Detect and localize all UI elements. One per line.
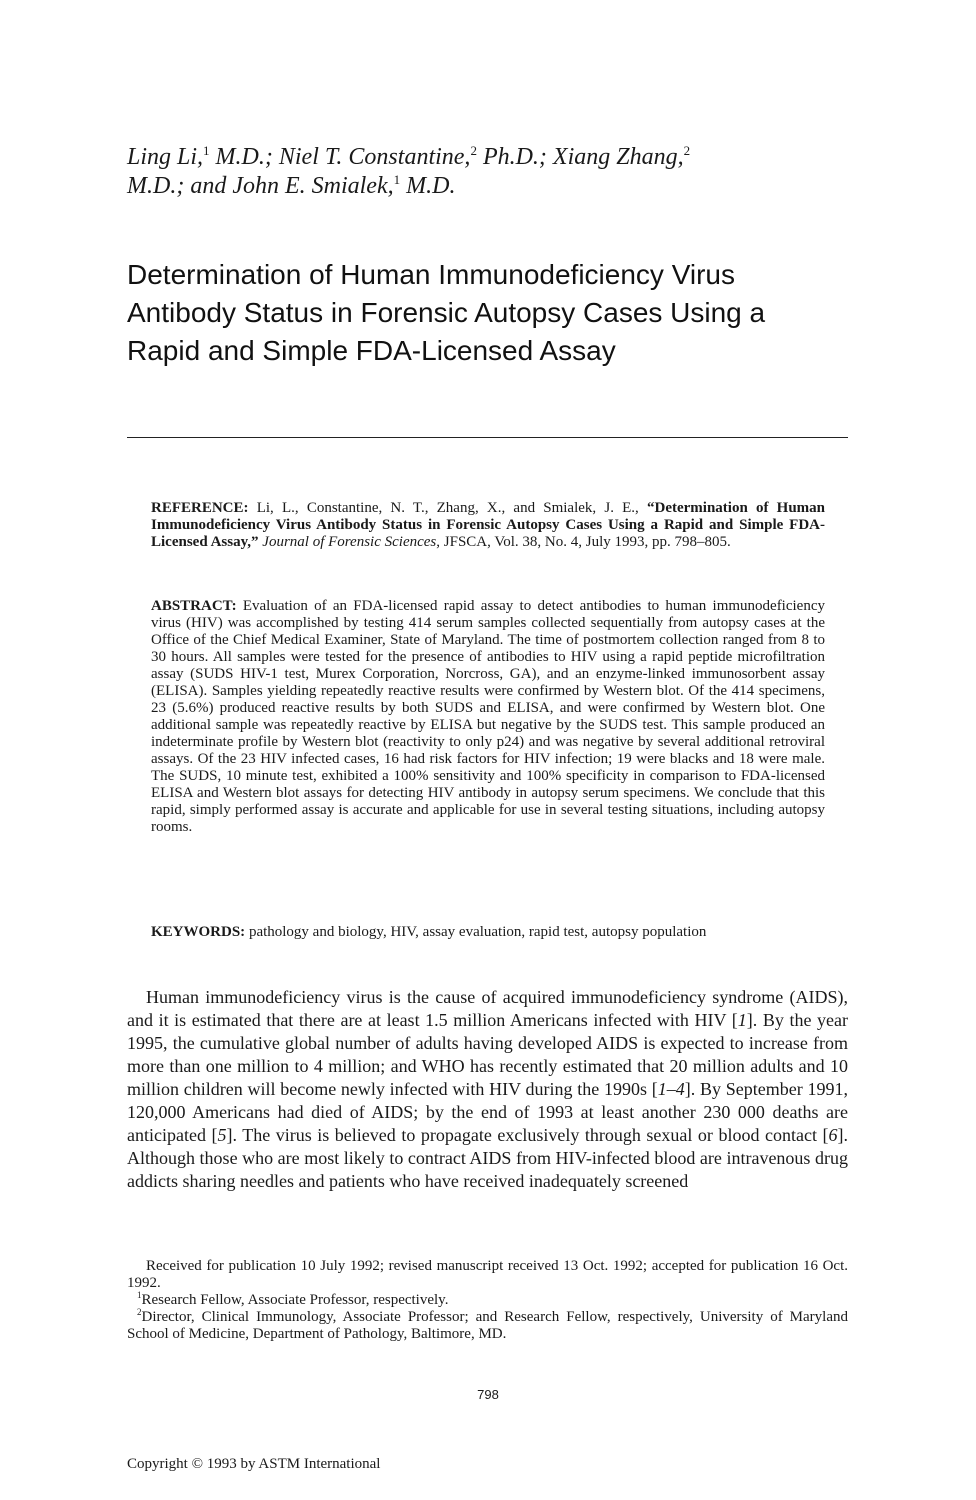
footnote-marker: 2 (137, 1307, 142, 1317)
body-text-segment: . The virus is believed to propagate exclusively through sexual or blood contact (232, 1125, 823, 1145)
citation-ref: 6 (828, 1125, 838, 1145)
footnote-marker: 1 (137, 1290, 142, 1300)
keywords-label: KEYWORDS: (151, 924, 246, 940)
footnote-received: Received for publication 10 July 1992; revised manuscript received 13 Oct. 1992; accepted for publication 16 Oct. 1992. (127, 1258, 848, 1291)
affiliation-marker: 1 (393, 172, 401, 187)
citation-ref: 5 (217, 1125, 227, 1145)
body-text-segment: . By September 1991, 120,000 Americans had died of AIDS; by the end of 1993 at least another 230 000 deaths are anticipated (127, 1079, 849, 1145)
title-line: Antibody Status in Forensic Autopsy Cases Using a (127, 297, 766, 328)
author-degree: M.D.; and (127, 173, 233, 199)
reference-article-title: “Determination of Human Immunodeficiency Virus Antibody Status in Forensic Autopsy Cases Using a Rapid and Simple FDA-Licensed Assay,” (151, 500, 826, 550)
body-text-segment: . Although those who are most likely to contract AIDS from HIV-infected blood are intravenous drug addicts sharing needles and patients who have received inadequately screened (127, 1125, 848, 1191)
page-number: 798 (477, 1387, 499, 1402)
author-degree: M.D.; (209, 144, 279, 170)
article-title (127, 256, 847, 370)
title-line: Rapid and Simple FDA-Licensed Assay (127, 335, 616, 366)
affiliation-marker: 1 (203, 143, 210, 158)
title-line: Determination of Human Immunodeficiency Virus (127, 259, 735, 290)
abstract-text: Evaluation of an FDA-licensed rapid assay to detect antibodies to human immunodeficiency virus (HIV) was accomplished by testing 414 serum samples collected sequentially from autopsy cases at the Office of the Chief Medical Examiner, State of Maryland. The time of postmortem collection ranged from 8 to 30 hours. All samples were tested for the presence of antibodies to HIV using a rapid peptide microfiltration assay (SUDS HIV-1 test, Murex Corporation, Norcross, GA), and an enzyme-linked immunosorbent assay (ELISA). Samples yielding repeatedly reactive results were confirmed by Western blot. Of the 414 specimens, 23 (5.6%) produced reactive results by both SUDS and ELISA, and were confirmed by Western blot. One additional sample was repeatedly reactive by ELISA but negative by the SUDS test. This sample produced an indeterminate profile by Western blot (reactivity to only p24) and was negative by several additional retroviral assays. Of the 23 HIV infected cases, 16 had risk factors for HIV infection; 19 were blacks and 18 were male. The SUDS, 10 minute test, exhibited a 100% sensitivity and 100% specificity in comparison to FDA-licensed ELISA and Western blot assays for detecting HIV antibody in autopsy serum specimens. We conclude that this rapid, simply performed assay is accurate and applicable for use in several testing situations, including autopsy rooms. (151, 598, 825, 835)
body-paragraph: Human immunodeficiency virus is the cause of acquired immunodeficiency syndrome (AIDS), and it is estimated that there are at least 1.5 million Americans infected with HIV [1]. By the year 1995, the cumulative global number of adults having developed AIDS is expected to increase from more than one million to 4 million; and WHO has recently estimated that 20 million adults and 10 million children will become newly infected with HIV during the 1990s [1–4]. By September 1991, 120,000 Americans had died of AIDS; by the end of 1993 at least another 230 000 deaths are anticipated [5]. The virus is believed to propagate exclusively through sexual or blood contact [6]. Although those who are most likely to contract AIDS from HIV-infected blood are intravenous drug addicts sharing needles and patients who have received inadequately screened (127, 987, 849, 1191)
abstract-label: ABSTRACT: (151, 598, 237, 614)
footnotes (127, 1258, 848, 1343)
author-degree: Ph.D.; (476, 144, 553, 170)
keywords-block (151, 924, 825, 941)
footnote-text: Research Fellow, Associate Professor, respectively. (141, 1292, 449, 1308)
footnote-2 (127, 1309, 848, 1343)
author-degree: M.D. (400, 173, 456, 199)
reference-details: , JFSCA, Vol. 38, No. 4, July 1993, pp. 798–805. (436, 534, 731, 550)
footnote-text: Director, Clinical Immunology, Associate Professor; and Research Fellow, respectively, University of Maryland School of Medicine, Department of Pathology, Baltimore, MD. (127, 1309, 848, 1342)
title-divider (127, 437, 848, 438)
abstract-block (151, 598, 825, 836)
author-name: Niel T. Constantine, (278, 144, 471, 170)
reference-label: REFERENCE: (151, 500, 249, 516)
citation-ref: 1 (737, 1010, 747, 1030)
reference-block (151, 500, 825, 551)
author-name: John E. Smialek, (232, 173, 394, 199)
reference-authors: Li, L., Constantine, N. T., Zhang, X., and Smialek, J. E., (248, 500, 647, 516)
body-text-segment: . By the year 1995, the cumulative global number of adults having developed AIDS is expected to increase from more than one million to 4 million; and WHO has recently estimated that 20 million adults and 10 million children will become newly infected with HIV during the 1990s (127, 1010, 849, 1099)
copyright-notice: Copyright © 1993 by ASTM International (127, 1456, 381, 1472)
body-text-segment: Human immunodeficiency virus is the cause of acquired immunodeficiency syndrome (AIDS), and it is estimated that there are at least 1.5 million Americans infected with HIV (127, 987, 848, 1030)
citation-ref: 1–4 (657, 1079, 685, 1099)
affiliation-marker: 2 (470, 143, 477, 158)
author-list (127, 143, 827, 201)
keywords-text: pathology and biology, HIV, assay evaluation, rapid test, autopsy population (245, 924, 707, 940)
affiliation-marker: 2 (683, 143, 691, 158)
footnote-1 (127, 1292, 848, 1309)
author-name: Xiang Zhang, (552, 144, 684, 170)
author-name: Ling Li, (127, 144, 204, 170)
reference-journal: Journal of Forensic Sciences (262, 534, 437, 550)
